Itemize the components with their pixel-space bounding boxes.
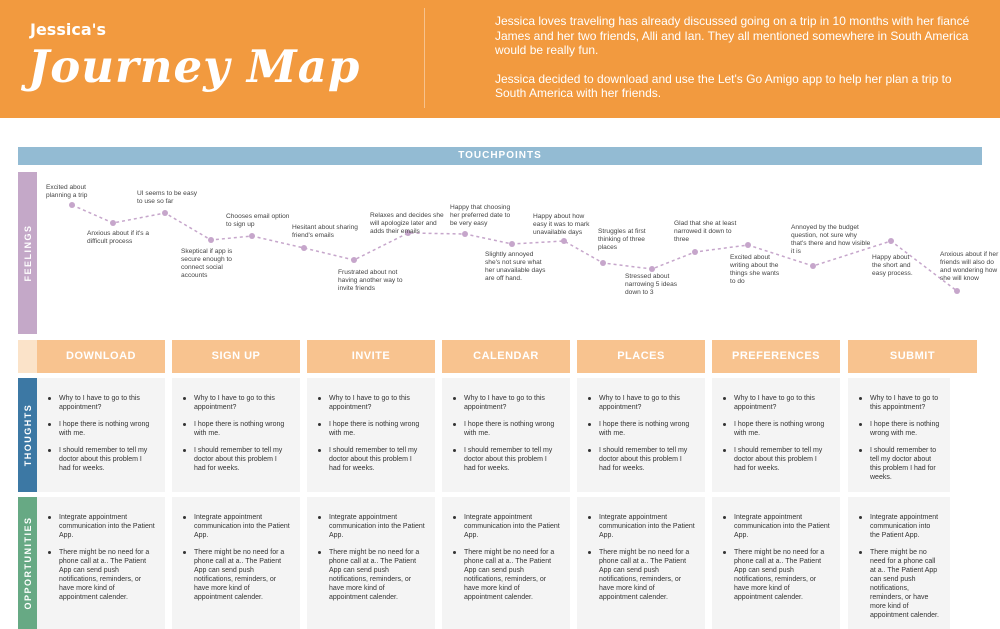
opportunity-item: Integrate appointment communication into the Patient App. (45, 513, 155, 540)
feeling-note: Struggles at first thinking of three places (598, 228, 646, 251)
persona-name: Jessica's (30, 20, 107, 39)
feeling-note: Annoyed by the budget question, not sure why that's there and how visible it is (791, 224, 871, 255)
opportunities-card-preferences (712, 497, 840, 629)
feeling-note: Slightly annoyed she's not sure what her unavailable days are off hand. (485, 251, 546, 282)
thoughts-card-places (577, 378, 705, 492)
feeling-note: UI seems to be easy to use so far (137, 190, 198, 205)
opportunity-item: Integrate appointment communication into the Patient App. (315, 513, 425, 540)
thought-item: I hope there is nothing wrong with me. (585, 420, 695, 438)
page-title: Journey Map (28, 40, 361, 93)
thoughts-card-invite (307, 378, 435, 492)
thought-item: Why to I have to go to this appointment? (585, 394, 695, 412)
feeling-note: Excited about writing about the things she wants to do (730, 254, 780, 285)
opportunity-item: There might be no need for a phone call at a.. The Patient App can send push notifications, reminders, or have more kind of appointment calender. (180, 548, 290, 602)
opportunity-item: There might be no need for a phone call at a.. The Patient App can send push notifications, reminders, or have more kind of appointment calender. (720, 548, 830, 602)
opportunities-card-calendar (442, 497, 570, 629)
feeling-note: Happy that choosing her preferred date to be very easy (450, 204, 511, 227)
thoughts-row-label (18, 378, 37, 492)
feeling-note: Anxious about if her friends will also do and wondering how she will know (940, 251, 999, 282)
opportunity-item: There might be no need for a phone call at a.. The Patient App can send push notifications, reminders, or have more kind of appointment calender. (315, 548, 425, 602)
opportunity-item: Integrate appointment communication into the Patient App. (585, 513, 695, 540)
stage-places: PLACES (577, 340, 705, 373)
thought-item: I should remember to tell my doctor about this problem I had for weeks. (45, 446, 155, 473)
thought-item: I hope there is nothing wrong with me. (856, 420, 940, 438)
feeling-note: Frustrated about not having another way to invite friends (338, 269, 403, 292)
opportunity-item: There might be no need for a phone call at a.. The Patient App can send push notifications, reminders, or have more kind of appointment calender. (450, 548, 560, 602)
stage-preferences: PREFERENCES (712, 340, 840, 373)
opportunities-label-text: OPPORTUNITIES (22, 516, 33, 610)
stage-sign-up: SIGN UP (172, 340, 300, 373)
opportunity-item: Integrate appointment communication into the Patient App. (450, 513, 560, 540)
thought-item: Why to I have to go to this appointment? (180, 394, 290, 412)
opportunity-item: There might be no need for a phone call at a.. The Patient App can send push notifications, reminders, or have more kind of appointment calender. (856, 548, 940, 620)
thoughts-card-sign-up (172, 378, 300, 492)
thought-item: I hope there is nothing wrong with me. (315, 420, 425, 438)
thought-item: I hope there is nothing wrong with me. (720, 420, 830, 438)
thought-item: I should remember to tell my doctor about this problem I had for weeks. (856, 446, 940, 482)
feeling-note: Stressed about narrowing 5 ideas down to 3 (625, 273, 678, 296)
feeling-note: Anxious about if it's a difficult process (87, 230, 150, 245)
thought-item: I hope there is nothing wrong with me. (180, 420, 290, 438)
thoughts-card-preferences (712, 378, 840, 492)
stage-calendar: CALENDAR (442, 340, 570, 373)
feelings-row-label (18, 172, 37, 334)
opportunity-item: Integrate appointment communication into the Patient App. (856, 513, 940, 540)
opportunities-card-submit (848, 497, 950, 629)
intro-paragraph-2: Jessica decided to download and use the Let's Go Amigo app to help her plan a trip to South America with her friends. (495, 71, 952, 100)
feeling-note: Glad that she at least narrowed it down to three (674, 220, 737, 243)
intro-paragraph-1: Jessica loves traveling has already discussed going on a trip in 10 months with her fiancé James and her two friends, Alli and Ian. They all mentioned somewhere in South America would be really fun. (495, 14, 970, 57)
opportunities-card-sign-up (172, 497, 300, 629)
feelings-chart (40, 172, 1000, 334)
thought-item: I should remember to tell my doctor about this problem I had for weeks. (585, 446, 695, 473)
feelings-label-text: FEELINGS (22, 224, 33, 282)
stage-submit: SUBMIT (848, 340, 977, 373)
opportunity-item: Integrate appointment communication into the Patient App. (720, 513, 830, 540)
feeling-note: Happy about how easy it was to mark unavailable days (533, 213, 590, 236)
thoughts-card-download (37, 378, 165, 492)
thought-item: I hope there is nothing wrong with me. (45, 420, 155, 438)
opportunities-card-invite (307, 497, 435, 629)
feeling-note: Relaxes and decides she will apologize later and adds their emails (370, 212, 444, 235)
feeling-note: Happy about the short and easy process. (872, 254, 913, 277)
touchpoints-bar: TOUCHPOINTS (18, 147, 982, 165)
thought-item: I should remember to tell my doctor about this problem I had for weeks. (180, 446, 290, 473)
thoughts-card-calendar (442, 378, 570, 492)
thought-item: I should remember to tell my doctor about this problem I had for weeks. (720, 446, 830, 473)
opportunity-item: Integrate appointment communication into the Patient App. (180, 513, 290, 540)
stage-lead-block (18, 340, 37, 373)
thought-item: Why to I have to go to this appointment? (315, 394, 425, 412)
thought-item: I hope there is nothing wrong with me. (450, 420, 560, 438)
feeling-note: Skeptical if app is secure enough to connect social accounts (181, 248, 233, 279)
stage-download: DOWNLOAD (37, 340, 165, 373)
opportunities-row-label (18, 497, 37, 629)
thoughts-card-submit (848, 378, 950, 492)
thought-item: Why to I have to go to this appointment? (450, 394, 560, 412)
thought-item: Why to I have to go to this appointment? (856, 394, 940, 412)
thoughts-label-text: THOUGHTS (22, 403, 33, 467)
header-divider (424, 8, 425, 108)
opportunities-card-places (577, 497, 705, 629)
feeling-note: Hesitant about sharing friend's emails (292, 224, 358, 239)
intro-text (495, 14, 975, 115)
thought-item: Why to I have to go to this appointment? (45, 394, 155, 412)
opportunities-card-download (37, 497, 165, 629)
opportunity-item: There might be no need for a phone call at a.. The Patient App can send push notifications, reminders, or have more kind of appointment calender. (585, 548, 695, 602)
thought-item: Why to I have to go to this appointment? (720, 394, 830, 412)
thought-item: I should remember to tell my doctor about this problem I had for weeks. (315, 446, 425, 473)
opportunity-item: There might be no need for a phone call at a.. The Patient App can send push notifications, reminders, or have more kind of appointment calender. (45, 548, 155, 602)
feeling-note: Excited about planning a trip (46, 184, 88, 199)
thought-item: I should remember to tell my doctor about this problem I had for weeks. (450, 446, 560, 473)
feeling-note: Chooses email option to sign up (226, 213, 290, 228)
stage-invite: INVITE (307, 340, 435, 373)
header-banner (0, 0, 1000, 118)
